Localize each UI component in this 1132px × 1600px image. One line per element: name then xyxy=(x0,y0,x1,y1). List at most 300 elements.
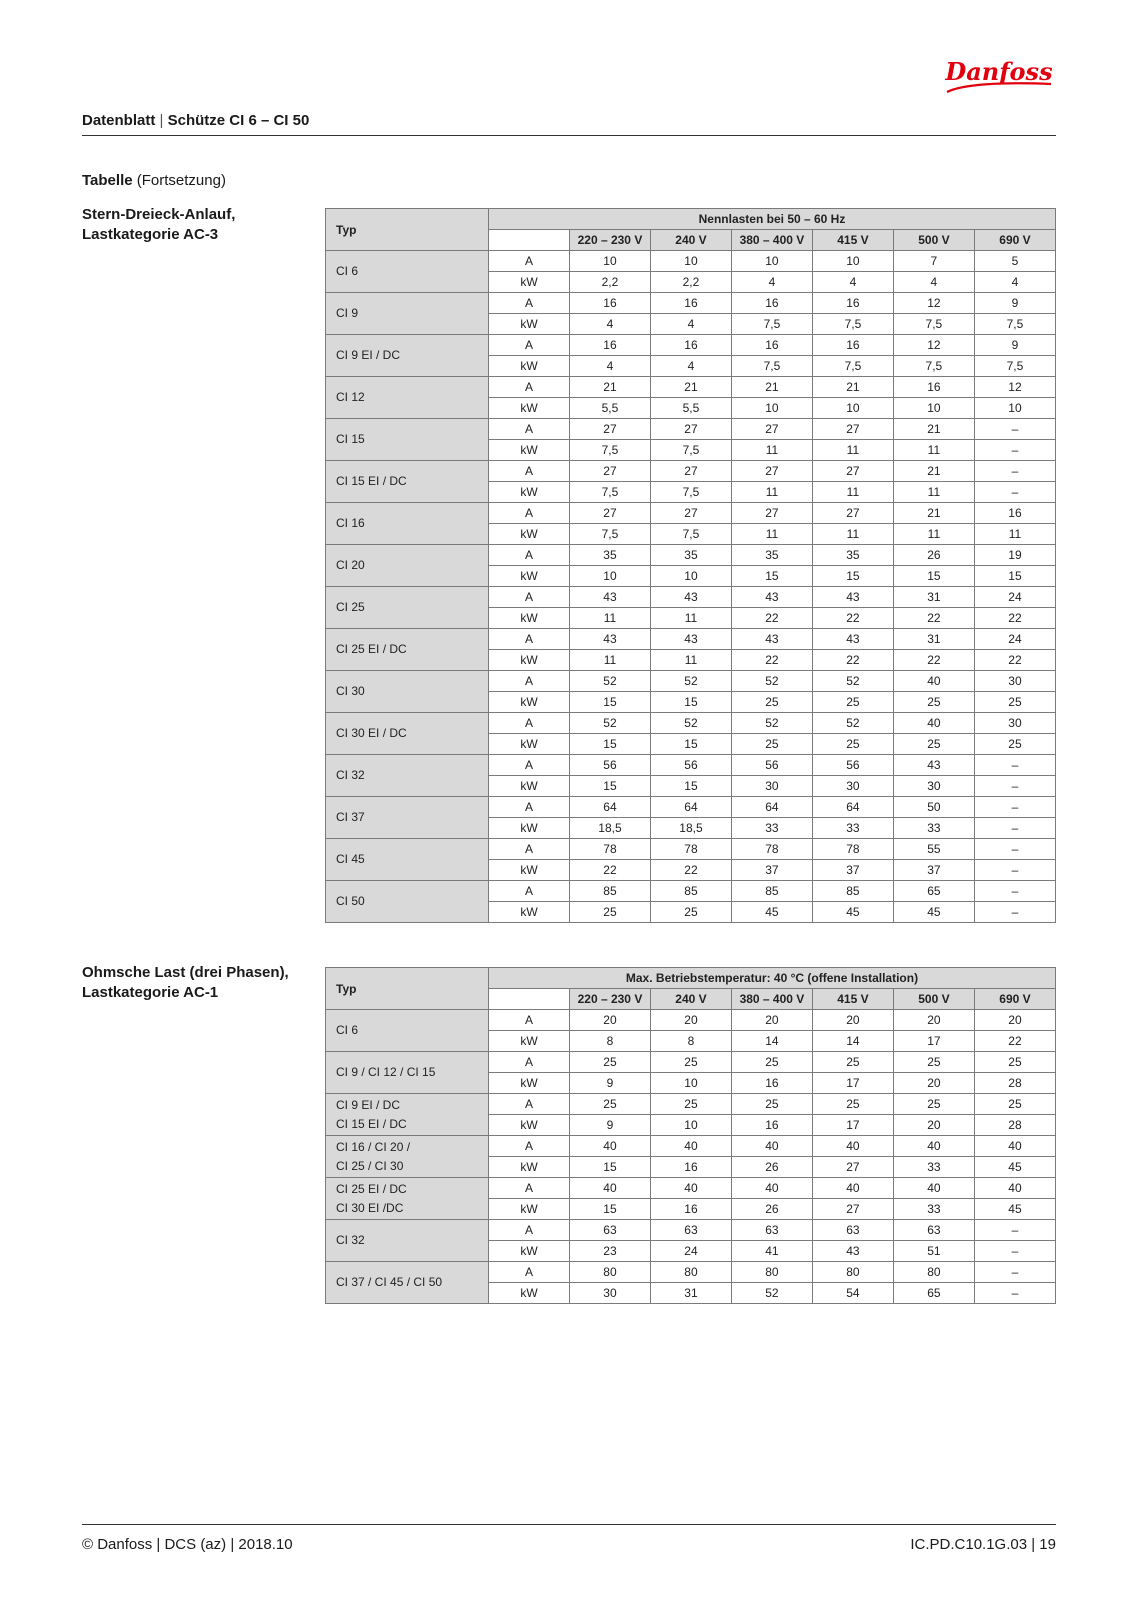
type-cell xyxy=(326,419,489,461)
group-header: Nennlasten bei 50 – 60 Hz xyxy=(488,209,1055,230)
value-cell: 21 xyxy=(893,461,974,482)
value-cell: 40 xyxy=(893,671,974,692)
type-label: CI 9 xyxy=(336,306,359,320)
value-cell: 16 xyxy=(569,335,650,356)
unit-cell: A xyxy=(488,377,569,398)
value-cell: 27 xyxy=(812,419,893,440)
table-row xyxy=(326,1052,1056,1073)
unit-cell: A xyxy=(488,755,569,776)
value-cell: 31 xyxy=(893,629,974,650)
value-cell: 24 xyxy=(650,1241,731,1262)
value-cell: 64 xyxy=(812,797,893,818)
type-header: Typ xyxy=(326,209,489,251)
type-label: CI 50 xyxy=(336,894,365,908)
value-cell: – xyxy=(974,1241,1055,1262)
value-cell: 25 xyxy=(974,1052,1055,1073)
value-cell: 78 xyxy=(650,839,731,860)
value-cell: 31 xyxy=(650,1283,731,1304)
value-cell: 45 xyxy=(731,902,812,923)
value-cell: 22 xyxy=(893,608,974,629)
unit-cell: A xyxy=(488,1178,569,1199)
table-row xyxy=(326,503,1056,524)
unit-cell: A xyxy=(488,1094,569,1115)
value-cell: 15 xyxy=(569,1199,650,1220)
table-row xyxy=(326,1262,1056,1283)
value-cell: 11 xyxy=(812,440,893,461)
value-cell: 27 xyxy=(812,461,893,482)
value-cell: 85 xyxy=(650,881,731,902)
value-cell: 16 xyxy=(974,503,1055,524)
value-cell: 45 xyxy=(812,902,893,923)
type-cell xyxy=(326,1262,489,1304)
unit-cell: kW xyxy=(488,1157,569,1178)
svg-text:Danfoss: Danfoss xyxy=(945,57,1053,86)
value-cell: 21 xyxy=(650,377,731,398)
value-cell: 16 xyxy=(893,377,974,398)
table-row xyxy=(326,881,1056,902)
value-cell: 43 xyxy=(893,755,974,776)
value-cell: 9 xyxy=(569,1073,650,1094)
value-cell: 4 xyxy=(650,356,731,377)
value-cell: 27 xyxy=(731,419,812,440)
value-cell: 43 xyxy=(812,629,893,650)
unit-cell: kW xyxy=(488,356,569,377)
value-cell: 16 xyxy=(812,335,893,356)
value-cell: 27 xyxy=(569,503,650,524)
type-label: CI 25 EI / DC xyxy=(336,1181,407,1196)
type-cell xyxy=(326,755,489,797)
unit-cell: A xyxy=(488,797,569,818)
type-label: CI 15 EI / DC xyxy=(336,1116,407,1131)
value-cell: 31 xyxy=(893,587,974,608)
title-main: Datenblatt xyxy=(82,112,156,129)
type-label: CI 25 EI / DC xyxy=(336,642,407,656)
unit-cell: kW xyxy=(488,734,569,755)
value-cell: 7,5 xyxy=(812,314,893,335)
table-row xyxy=(326,461,1056,482)
value-cell: 40 xyxy=(893,1136,974,1157)
column-header: 690 V xyxy=(974,230,1055,251)
value-cell: 40 xyxy=(974,1178,1055,1199)
value-cell: 15 xyxy=(893,566,974,587)
unit-cell: A xyxy=(488,1220,569,1241)
document-title xyxy=(82,112,309,129)
unit-cell: kW xyxy=(488,1241,569,1262)
value-cell: 43 xyxy=(731,629,812,650)
value-cell: 21 xyxy=(812,377,893,398)
section1-label xyxy=(82,205,235,245)
value-cell: 4 xyxy=(650,314,731,335)
value-cell: 10 xyxy=(650,566,731,587)
value-cell: 4 xyxy=(893,272,974,293)
value-cell: 26 xyxy=(731,1199,812,1220)
type-cell xyxy=(326,881,489,923)
value-cell: 15 xyxy=(974,566,1055,587)
type-cell xyxy=(326,1136,489,1178)
value-cell: 16 xyxy=(650,335,731,356)
value-cell: 23 xyxy=(569,1241,650,1262)
value-cell: 40 xyxy=(731,1136,812,1157)
value-cell: 7 xyxy=(893,251,974,272)
value-cell: 25 xyxy=(650,1052,731,1073)
table-row xyxy=(326,545,1056,566)
value-cell: 40 xyxy=(974,1136,1055,1157)
value-cell: 25 xyxy=(812,692,893,713)
value-cell: 11 xyxy=(731,482,812,503)
type-cell xyxy=(326,335,489,377)
value-cell: 51 xyxy=(893,1241,974,1262)
value-cell: 22 xyxy=(974,650,1055,671)
value-cell: 11 xyxy=(893,524,974,545)
type-cell xyxy=(326,545,489,587)
value-cell: 10 xyxy=(650,1073,731,1094)
value-cell: 43 xyxy=(650,587,731,608)
value-cell: – xyxy=(974,776,1055,797)
unit-cell: kW xyxy=(488,482,569,503)
value-cell: 5,5 xyxy=(650,398,731,419)
caption-bold: Tabelle xyxy=(82,172,133,189)
value-cell: 11 xyxy=(893,440,974,461)
value-cell: – xyxy=(974,797,1055,818)
value-cell: 64 xyxy=(569,797,650,818)
unit-cell: kW xyxy=(488,440,569,461)
value-cell: 11 xyxy=(650,608,731,629)
table-row xyxy=(326,419,1056,440)
value-cell: 20 xyxy=(731,1010,812,1031)
value-cell: 52 xyxy=(569,713,650,734)
unit-cell: kW xyxy=(488,1199,569,1220)
value-cell: 17 xyxy=(893,1031,974,1052)
value-cell: 64 xyxy=(731,797,812,818)
unit-cell: A xyxy=(488,461,569,482)
value-cell: 52 xyxy=(650,671,731,692)
unit-cell: A xyxy=(488,293,569,314)
unit-cell: kW xyxy=(488,608,569,629)
value-cell: 33 xyxy=(893,818,974,839)
value-cell: 14 xyxy=(731,1031,812,1052)
unit-cell: kW xyxy=(488,818,569,839)
section2-label-line2: Lastkategorie AC-1 xyxy=(82,984,219,1001)
value-cell: 52 xyxy=(812,713,893,734)
value-cell: – xyxy=(974,755,1055,776)
value-cell: 8 xyxy=(650,1031,731,1052)
value-cell: 5,5 xyxy=(569,398,650,419)
value-cell: 11 xyxy=(569,650,650,671)
value-cell: 63 xyxy=(569,1220,650,1241)
value-cell: 22 xyxy=(731,608,812,629)
value-cell: 20 xyxy=(893,1115,974,1136)
value-cell: 43 xyxy=(650,629,731,650)
unit-cell: A xyxy=(488,629,569,650)
value-cell: 45 xyxy=(974,1157,1055,1178)
value-cell: 27 xyxy=(812,1199,893,1220)
value-cell: 18,5 xyxy=(650,818,731,839)
unit-cell: kW xyxy=(488,650,569,671)
table-row xyxy=(326,1010,1056,1031)
unit-cell: A xyxy=(488,1136,569,1157)
value-cell: 16 xyxy=(650,1199,731,1220)
unit-cell: A xyxy=(488,881,569,902)
value-cell: 16 xyxy=(731,335,812,356)
value-cell: 50 xyxy=(893,797,974,818)
value-cell: 56 xyxy=(731,755,812,776)
value-cell: 63 xyxy=(812,1220,893,1241)
value-cell: 78 xyxy=(569,839,650,860)
unit-header xyxy=(488,230,569,251)
unit-cell: A xyxy=(488,503,569,524)
value-cell: 11 xyxy=(812,524,893,545)
column-header: 690 V xyxy=(974,989,1055,1010)
value-cell: 11 xyxy=(731,524,812,545)
value-cell: 78 xyxy=(812,839,893,860)
type-cell xyxy=(326,1052,489,1094)
value-cell: 30 xyxy=(569,1283,650,1304)
value-cell: 11 xyxy=(650,650,731,671)
value-cell: 27 xyxy=(569,461,650,482)
type-label: CI 15 xyxy=(336,432,365,446)
value-cell: 16 xyxy=(731,293,812,314)
value-cell: 21 xyxy=(731,377,812,398)
value-cell: 7,5 xyxy=(569,482,650,503)
type-cell xyxy=(326,1010,489,1052)
value-cell: 15 xyxy=(569,734,650,755)
value-cell: 37 xyxy=(812,860,893,881)
section1-label-line2: Lastkategorie AC-3 xyxy=(82,226,219,243)
table-row xyxy=(326,671,1056,692)
value-cell: 17 xyxy=(812,1115,893,1136)
column-header: 415 V xyxy=(812,989,893,1010)
value-cell: 27 xyxy=(812,503,893,524)
value-cell: 55 xyxy=(893,839,974,860)
value-cell: 9 xyxy=(569,1115,650,1136)
unit-cell: A xyxy=(488,251,569,272)
column-header: 380 – 400 V xyxy=(731,230,812,251)
table-row xyxy=(326,713,1056,734)
value-cell: 30 xyxy=(731,776,812,797)
value-cell: 40 xyxy=(893,1178,974,1199)
value-cell: 16 xyxy=(731,1073,812,1094)
footer-divider xyxy=(82,1524,1056,1525)
value-cell: – xyxy=(974,1262,1055,1283)
value-cell: 26 xyxy=(731,1157,812,1178)
value-cell: 18,5 xyxy=(569,818,650,839)
value-cell: 12 xyxy=(893,293,974,314)
value-cell: 28 xyxy=(974,1073,1055,1094)
value-cell: 25 xyxy=(731,734,812,755)
value-cell: 7,5 xyxy=(650,482,731,503)
value-cell: 85 xyxy=(731,881,812,902)
value-cell: 27 xyxy=(650,503,731,524)
value-cell: 43 xyxy=(812,587,893,608)
value-cell: – xyxy=(974,839,1055,860)
unit-cell: kW xyxy=(488,398,569,419)
ac1-table xyxy=(325,967,1056,1304)
value-cell: 25 xyxy=(812,1094,893,1115)
caption-rest: (Fortsetzung) xyxy=(132,172,226,189)
value-cell: 7,5 xyxy=(650,524,731,545)
type-label: CI 32 xyxy=(336,768,365,782)
unit-cell: A xyxy=(488,713,569,734)
value-cell: 41 xyxy=(731,1241,812,1262)
unit-cell: A xyxy=(488,335,569,356)
title-sub: Schütze CI 6 – CI 50 xyxy=(167,112,310,129)
value-cell: 25 xyxy=(974,1094,1055,1115)
value-cell: 10 xyxy=(650,1115,731,1136)
type-label: CI 9 EI / DC xyxy=(336,1097,401,1112)
value-cell: 25 xyxy=(893,692,974,713)
value-cell: 15 xyxy=(650,734,731,755)
value-cell: 78 xyxy=(731,839,812,860)
value-cell: 43 xyxy=(812,1241,893,1262)
type-label: CI 9 EI / DC xyxy=(336,348,401,362)
type-cell xyxy=(326,1178,489,1220)
value-cell: 27 xyxy=(569,419,650,440)
value-cell: 25 xyxy=(731,692,812,713)
unit-cell: A xyxy=(488,419,569,440)
type-label: CI 30 xyxy=(336,684,365,698)
value-cell: 22 xyxy=(569,860,650,881)
type-label: CI 6 xyxy=(336,264,359,278)
value-cell: 56 xyxy=(569,755,650,776)
value-cell: 28 xyxy=(974,1115,1055,1136)
value-cell: 7,5 xyxy=(974,356,1055,377)
column-header: 220 – 230 V xyxy=(569,230,650,251)
table-row xyxy=(326,1136,1056,1157)
value-cell: 10 xyxy=(812,398,893,419)
unit-cell: kW xyxy=(488,902,569,923)
value-cell: 17 xyxy=(812,1073,893,1094)
ac3-table xyxy=(325,208,1056,923)
unit-cell: A xyxy=(488,545,569,566)
value-cell: 40 xyxy=(650,1136,731,1157)
table-row xyxy=(326,293,1056,314)
value-cell: 33 xyxy=(893,1157,974,1178)
value-cell: 85 xyxy=(812,881,893,902)
value-cell: 4 xyxy=(812,272,893,293)
value-cell: 25 xyxy=(974,734,1055,755)
value-cell: 10 xyxy=(731,251,812,272)
column-header: 380 – 400 V xyxy=(731,989,812,1010)
unit-header xyxy=(488,989,569,1010)
value-cell: – xyxy=(974,419,1055,440)
unit-cell: kW xyxy=(488,566,569,587)
value-cell: 16 xyxy=(731,1115,812,1136)
value-cell: 20 xyxy=(569,1010,650,1031)
value-cell: 16 xyxy=(650,1157,731,1178)
value-cell: 30 xyxy=(974,671,1055,692)
type-label: CI 32 xyxy=(336,1233,365,1247)
value-cell: 7,5 xyxy=(893,356,974,377)
header-divider xyxy=(82,135,1056,136)
type-label: CI 30 EI /DC xyxy=(336,1200,404,1215)
value-cell: 26 xyxy=(893,545,974,566)
danfoss-logo xyxy=(943,54,1055,96)
value-cell: 25 xyxy=(812,734,893,755)
value-cell: 40 xyxy=(569,1178,650,1199)
value-cell: 16 xyxy=(650,293,731,314)
table-row xyxy=(326,1094,1056,1115)
type-label: CI 30 EI / DC xyxy=(336,726,407,740)
value-cell: 15 xyxy=(812,566,893,587)
value-cell: 43 xyxy=(569,587,650,608)
value-cell: 7,5 xyxy=(650,440,731,461)
value-cell: 15 xyxy=(569,776,650,797)
type-label: CI 12 xyxy=(336,390,365,404)
value-cell: 56 xyxy=(812,755,893,776)
value-cell: – xyxy=(974,881,1055,902)
value-cell: – xyxy=(974,902,1055,923)
value-cell: 10 xyxy=(650,251,731,272)
table-row xyxy=(326,251,1056,272)
value-cell: 30 xyxy=(893,776,974,797)
value-cell: 25 xyxy=(731,1052,812,1073)
type-label: CI 16 xyxy=(336,516,365,530)
unit-cell: A xyxy=(488,671,569,692)
value-cell: 7,5 xyxy=(812,356,893,377)
value-cell: 40 xyxy=(812,1136,893,1157)
value-cell: 37 xyxy=(893,860,974,881)
title-separator: | xyxy=(159,112,164,129)
type-label: CI 6 xyxy=(336,1023,359,1037)
unit-cell: A xyxy=(488,1262,569,1283)
group-header: Max. Betriebstemperatur: 40 °C (offene Installation) xyxy=(488,968,1055,989)
value-cell: 11 xyxy=(812,482,893,503)
unit-cell: A xyxy=(488,1052,569,1073)
type-cell xyxy=(326,713,489,755)
value-cell: 10 xyxy=(893,398,974,419)
value-cell: 80 xyxy=(569,1262,650,1283)
column-header: 240 V xyxy=(650,989,731,1010)
value-cell: 25 xyxy=(812,1052,893,1073)
column-header: 415 V xyxy=(812,230,893,251)
value-cell: 7,5 xyxy=(974,314,1055,335)
type-label: CI 25 xyxy=(336,600,365,614)
table-row xyxy=(326,377,1056,398)
ac3-table-body xyxy=(326,251,1056,923)
value-cell: 10 xyxy=(812,251,893,272)
type-label: CI 37 / CI 45 / CI 50 xyxy=(336,1275,443,1289)
table-row xyxy=(326,1178,1056,1199)
value-cell: 4 xyxy=(569,314,650,335)
value-cell: 22 xyxy=(731,650,812,671)
unit-cell: kW xyxy=(488,1031,569,1052)
value-cell: 27 xyxy=(731,461,812,482)
type-cell xyxy=(326,377,489,419)
type-label: CI 20 xyxy=(336,558,365,572)
unit-cell: kW xyxy=(488,524,569,545)
value-cell: 63 xyxy=(650,1220,731,1241)
value-cell: 80 xyxy=(731,1262,812,1283)
value-cell: 52 xyxy=(650,713,731,734)
value-cell: 27 xyxy=(812,1157,893,1178)
value-cell: 40 xyxy=(893,713,974,734)
section1-label-line1: Stern-Dreieck-Anlauf, xyxy=(82,206,236,223)
value-cell: 33 xyxy=(812,818,893,839)
value-cell: 11 xyxy=(569,608,650,629)
type-cell xyxy=(326,1094,489,1136)
footer-copyright: © Danfoss | DCS (az) | 2018.10 xyxy=(82,1536,293,1553)
column-header: 240 V xyxy=(650,230,731,251)
value-cell: 2,2 xyxy=(569,272,650,293)
value-cell: – xyxy=(974,440,1055,461)
value-cell: 45 xyxy=(893,902,974,923)
value-cell: 20 xyxy=(812,1010,893,1031)
value-cell: 35 xyxy=(731,545,812,566)
value-cell: 30 xyxy=(974,713,1055,734)
unit-cell: kW xyxy=(488,692,569,713)
value-cell: 2,2 xyxy=(650,272,731,293)
value-cell: 10 xyxy=(569,566,650,587)
